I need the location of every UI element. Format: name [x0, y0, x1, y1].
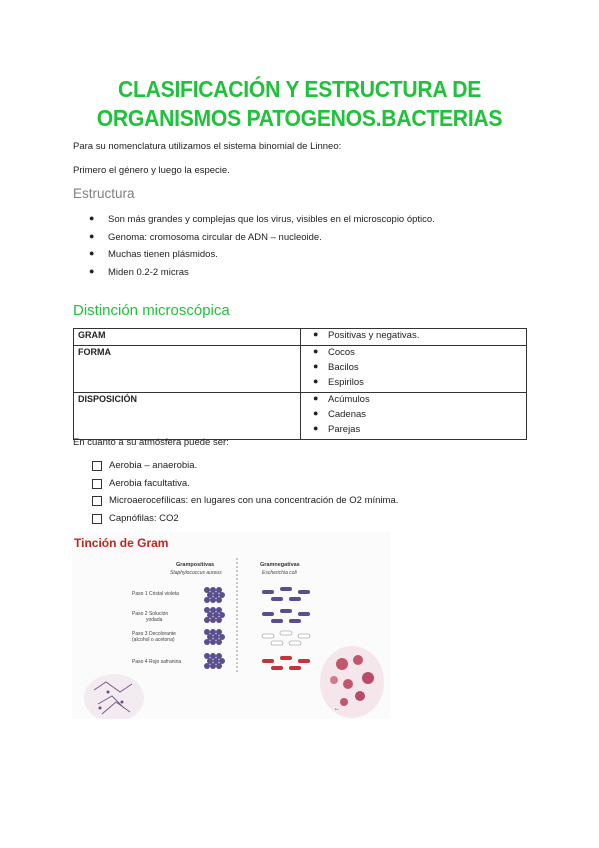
bullet-icon: ● — [313, 408, 319, 418]
list-item: ● Cocos — [313, 346, 355, 358]
table-row — [74, 346, 527, 393]
cocci-cluster-step-4 — [204, 653, 225, 669]
section-heading-distincion: Distinción microscópica — [73, 302, 230, 319]
list-item: ● Parejas — [313, 423, 361, 435]
atmosfera-intro: En cuanto a su atmósfera puede ser: — [73, 437, 229, 448]
bullet-icon: ● — [89, 265, 95, 276]
list-item: ● Positivas y negativas. — [313, 329, 420, 341]
checkbox-icon — [92, 479, 102, 489]
bullet-icon: ● — [89, 248, 95, 258]
bullet-icon: ● — [313, 361, 319, 371]
cocci-cluster-step-1 — [204, 587, 225, 603]
table-cell-values — [301, 346, 527, 393]
bullet-icon: ● — [313, 423, 319, 433]
bullet-icon: ● — [89, 213, 95, 223]
checkbox-icon — [92, 514, 102, 524]
checkbox-icon — [92, 496, 102, 506]
list-item: ● Muchas tienen plásmidos. — [89, 248, 218, 260]
gram-positive-species: Staphylococcus aureus — [170, 570, 222, 576]
gram-stain-figure — [72, 532, 390, 719]
table-cell-values — [301, 329, 527, 346]
list-item: ● Miden 0.2-2 micras — [89, 265, 189, 278]
micrograph-right — [320, 646, 384, 718]
step-4-label: Paso 4 Rojo safranina — [132, 659, 182, 665]
table-cell-label: GRAM — [74, 329, 301, 346]
list-item: ● Cadenas — [313, 408, 367, 420]
gram-negative-species: Escherichia coli — [262, 570, 297, 576]
table-row — [74, 329, 527, 346]
table-row — [74, 393, 527, 440]
list-item: ● Genoma: cromosoma circular de ADN – nucleoide. — [89, 230, 322, 243]
distincion-table — [73, 328, 527, 440]
page-title — [24, 75, 575, 133]
bullet-icon: ● — [313, 393, 319, 403]
table-cell-label: FORMA — [74, 346, 301, 393]
list-item: ● Acúmulos — [313, 393, 370, 405]
list-item: ● Espirilos — [313, 376, 364, 388]
intro-paragraph-2: Primero el género y luego la especie. — [73, 165, 230, 176]
atmosfera-list — [92, 460, 398, 530]
bullet-icon: ● — [89, 230, 95, 241]
checkbox-item: Aerobia facultativa. — [92, 478, 398, 496]
table-cell-values — [301, 393, 527, 440]
estructura-list — [88, 214, 435, 284]
cocci-cluster-step-3 — [204, 629, 225, 645]
bullet-icon: ● — [313, 346, 319, 356]
gram-positive-title: Grampositivas — [176, 562, 215, 568]
cocci-cluster-step-2 — [204, 607, 225, 623]
micrograph-arrow-icon: ← — [334, 706, 340, 712]
title-line-1: CLASIFICACIÓN Y ESTRUCTURA DE — [117, 76, 482, 102]
checkbox-icon — [92, 461, 102, 471]
table-cell-label: DISPOSICIÓN — [74, 393, 301, 440]
bullet-icon: ● — [313, 376, 319, 386]
checkbox-item: Microaerocefílicas: en lugares con una concentración de O2 mínima. — [92, 495, 398, 513]
bullet-icon: ● — [313, 329, 319, 339]
checkbox-item: Aerobia – anaerobia. — [92, 460, 398, 478]
gram-negative-title: Gramnegativas — [260, 562, 300, 568]
checkbox-item: Capnófilas: CO2 — [92, 513, 398, 531]
title-line-2: ORGANISMOS PATOGENOS.BACTERIAS — [96, 105, 503, 131]
figure-title: Tinción de Gram — [74, 536, 169, 550]
step-1-label: Paso 1 Cristal violeta — [132, 591, 179, 597]
list-item: ● Bacilos — [313, 361, 359, 373]
step-3-label: Paso 3 Decolorante (alcohol o acetona) — [132, 631, 176, 643]
list-item: ● Son más grandes y complejas que los virus, visibles en el microscopio óptico. — [89, 213, 435, 225]
step-2-label: Paso 2 Solución yodada — [132, 611, 169, 623]
section-heading-estructura: Estructura — [73, 186, 135, 201]
intro-paragraph-1: Para su nomenclatura utilizamos el sistema binomial de Linneo: — [73, 141, 342, 152]
